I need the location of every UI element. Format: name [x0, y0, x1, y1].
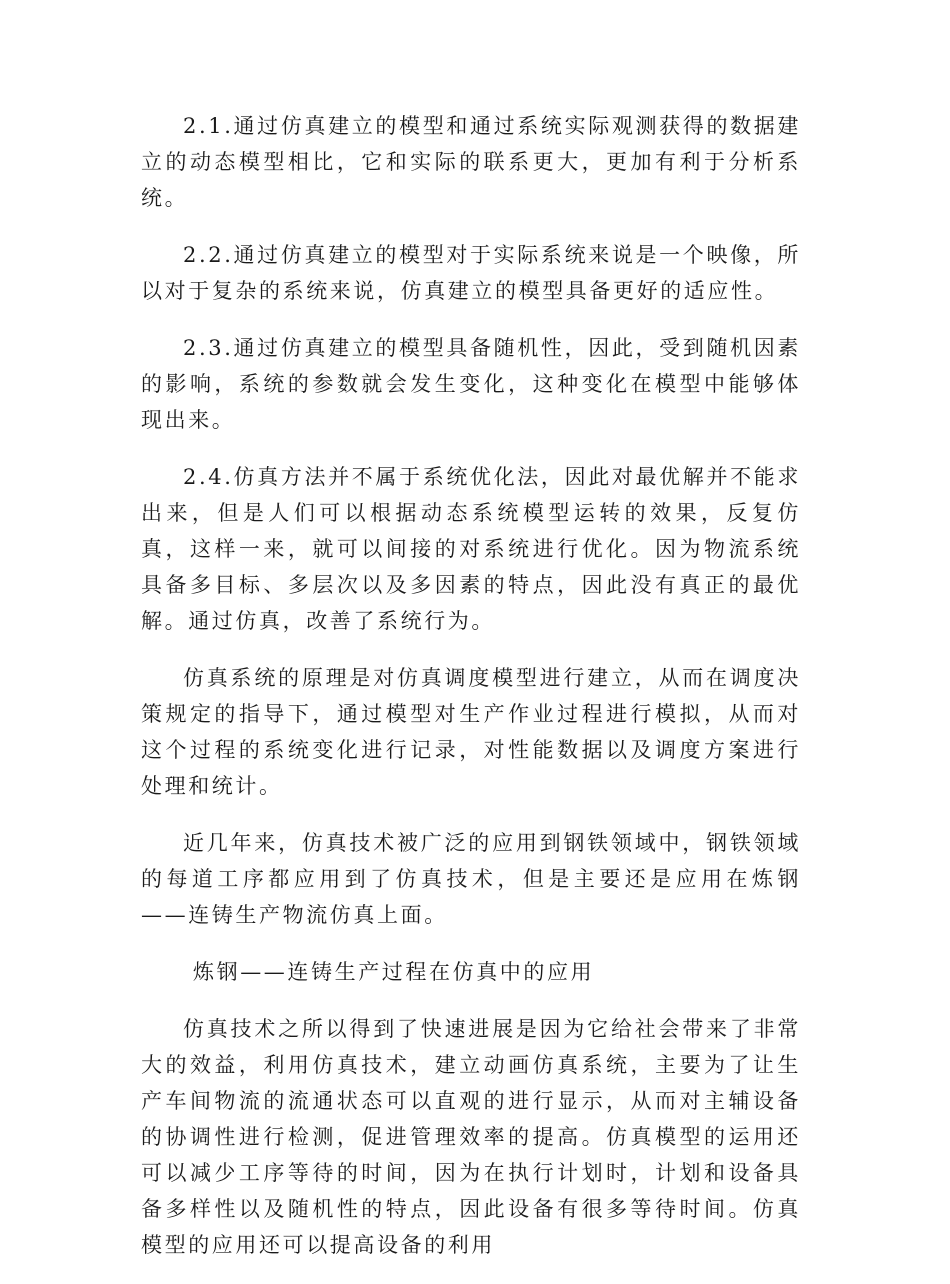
paragraph-2-1: 2.1.通过仿真建立的模型和通过系统实际观测获得的数据建立的动态模型相比，它和实际的联系更大，更加有利于分析系统。: [141, 114, 801, 210]
paragraph-2-4: 2.4.仿真方法并不属于系统优化法，因此对最优解并不能求出来，但是人们可以根据动态系统模型运转的效果，反复仿真，这样一来，就可以间接的对系统进行优化。因为物流系统具备多目标、多层次以及多因素的特点，因此没有真正的最优解。通过仿真，改善了系统行为。: [141, 465, 801, 633]
document-body: [141, 108, 801, 1284]
paragraph-steel-application: 近几年来，仿真技术被广泛的应用到钢铁领域中，钢铁领域的每道工序都应用到了仿真技术，但是主要还是应用在炼钢——连铸生产物流仿真上面。: [141, 831, 801, 927]
section-heading: 炼钢——连铸生产过程在仿真中的应用: [193, 960, 595, 984]
paragraph-2-3: 2.3.通过仿真建立的模型具备随机性，因此，受到随机因素的影响，系统的参数就会发生变化，这种变化在模型中能够体现出来。: [141, 336, 801, 432]
paragraph-simulation-principle: 仿真系统的原理是对仿真调度模型进行建立，从而在调度决策规定的指导下，通过模型对生产作业过程进行模拟，从而对这个过程的系统变化进行记录，对性能数据以及调度方案进行处理和统计。: [141, 666, 801, 798]
paragraph-2-2: 2.2.通过仿真建立的模型对于实际系统来说是一个映像，所以对于复杂的系统来说，仿真建立的模型具备更好的适应性。: [141, 243, 801, 303]
paragraph-simulation-benefits: 仿真技术之所以得到了快速进展是因为它给社会带来了非常大的效益，利用仿真技术，建立动画仿真系统，主要为了让生产车间物流的流通状态可以直观的进行显示，从而对主辅设备的协调性进行检测，促进管理效率的提高。仿真模型的运用还可以减少工序等待的时间，因为在执行计划时，计划和设备具备多样性以及随机性的特点，因此设备有很多等待时间。仿真模型的应用还可以提高设备的利用: [141, 1017, 801, 1257]
